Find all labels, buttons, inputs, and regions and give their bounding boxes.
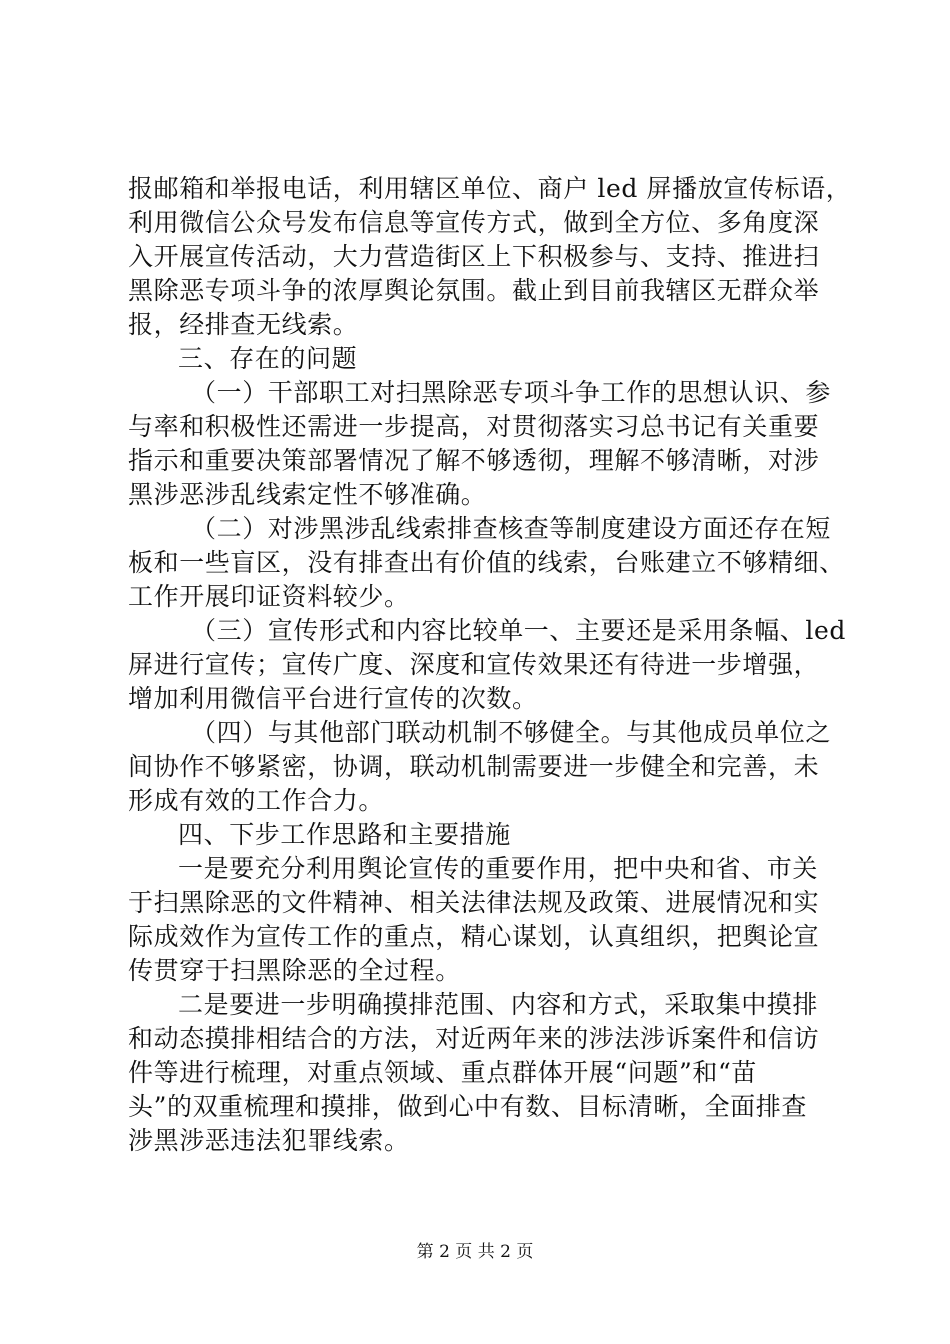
body-line: （二）对涉黑涉乱线索排查核查等制度建设方面还存在短 — [191, 514, 832, 543]
body-line: 黑涉恶涉乱线索定性不够准确。 — [128, 480, 487, 509]
body-line: 工作开展印证资料较少。 — [128, 582, 410, 611]
body-line: 和动态摸排相结合的方法，对近两年来的涉法涉诉案件和信访 — [128, 1024, 820, 1053]
body-line: 二是要进一步明确摸排范围、内容和方式，采取集中摸排 — [178, 990, 819, 1019]
body-line: 增加利用微信平台进行宣传的次数。 — [128, 684, 538, 713]
body-line: （四）与其他部门联动机制不够健全。与其他成员单位之 — [191, 718, 832, 747]
body-line: 报邮箱和举报电话，利用辖区单位、商户 led 屏播放宣传标语， — [128, 174, 852, 203]
body-line: （一）干部职工对扫黑除恶专项斗争工作的思想认识、参 — [191, 378, 832, 407]
body-line: 入开展宣传活动，大力营造街区上下积极参与、支持、推进扫 — [128, 242, 820, 271]
body-line: 间协作不够紧密，协调，联动机制需要进一步健全和完善，未 — [128, 752, 820, 781]
body-line: 利用微信公众号发布信息等宣传方式，做到全方位、多角度深 — [128, 208, 820, 237]
body-line: 一是要充分利用舆论宣传的重要作用，把中央和省、市关 — [178, 854, 819, 883]
body-line: 形成有效的工作合力。 — [128, 786, 385, 815]
page-number-footer: 第 2 页 共 2 页 — [416, 1242, 534, 1262]
body-line: 屏进行宣传；宣传广度、深度和宣传效果还有待进一步增强， — [128, 650, 820, 679]
body-line: 头”的双重梳理和摸排，做到心中有数、目标清晰，全面排查 — [128, 1092, 807, 1121]
body-line: 报，经排查无线索。 — [128, 310, 359, 339]
body-line: 件等进行梳理，对重点领域、重点群体开展“问题”和“苗 — [128, 1058, 757, 1087]
section-heading-next-steps: 四、下步工作思路和主要措施 — [178, 820, 511, 849]
body-line: 与率和积极性还需进一步提高，对贯彻落实习总书记有关重要 — [128, 412, 820, 441]
body-line: 际成效作为宣传工作的重点，精心谋划，认真组织，把舆论宣 — [128, 922, 820, 951]
body-line: 黑除恶专项斗争的浓厚舆论氛围。截止到目前我辖区无群众举 — [128, 276, 820, 305]
body-line: 于扫黑除恶的文件精神、相关法律法规及政策、进展情况和实 — [128, 888, 820, 917]
section-heading-problems: 三、存在的问题 — [178, 344, 358, 373]
body-line: 传贯穿于扫黑除恶的全过程。 — [128, 956, 461, 985]
body-line: 涉黑涉恶违法犯罪线索。 — [128, 1126, 410, 1155]
body-line: 板和一些盲区，没有排查出有价值的线索，台账建立不够精细、 — [128, 548, 845, 577]
body-line: 指示和重要决策部署情况了解不够透彻，理解不够清晰，对涉 — [128, 446, 820, 475]
document-body — [128, 172, 852, 1158]
body-line: （三）宣传形式和内容比较单一、主要还是采用条幅、led — [191, 616, 846, 645]
